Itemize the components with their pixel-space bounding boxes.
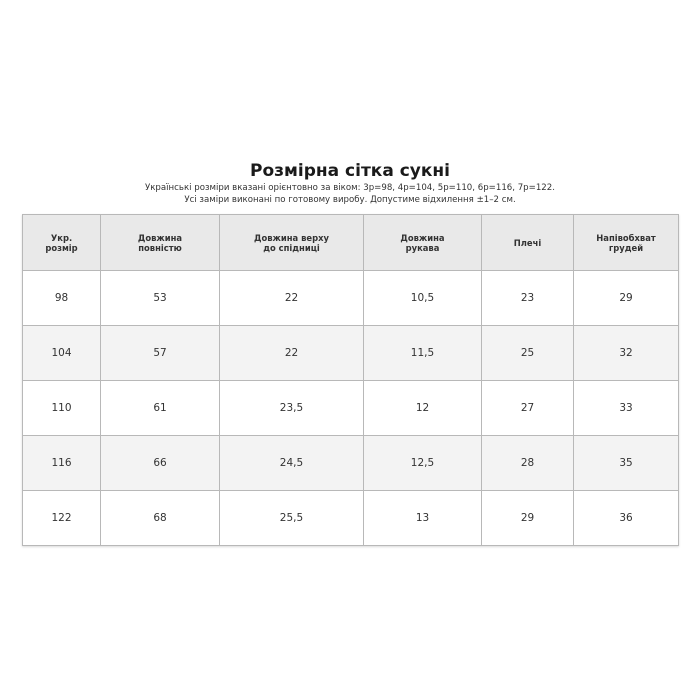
header-text: Укр. (50, 232, 73, 243)
table-cell: 23,5 (220, 381, 364, 436)
table-cell: 53 (101, 271, 220, 326)
table-row (23, 436, 679, 491)
table-cell: 116 (23, 436, 101, 491)
table-row (23, 326, 679, 381)
page-title: Розмірна сітка сукні (250, 161, 450, 181)
table-cell: 28 (482, 436, 574, 491)
table-cell: 35 (574, 436, 679, 491)
table-cell: 12,5 (364, 436, 482, 491)
table-row (23, 491, 679, 546)
table-cell: 22 (220, 271, 364, 326)
table-cell: 29 (482, 491, 574, 546)
table-cell: 104 (23, 326, 101, 381)
table-cell: 122 (23, 491, 101, 546)
header-total-length (101, 215, 220, 271)
header-text: Плечі (513, 237, 542, 248)
table-cell: 110 (23, 381, 101, 436)
table-cell: 11,5 (364, 326, 482, 381)
table-cell: 66 (101, 436, 220, 491)
header-text: Довжина (137, 232, 183, 243)
table-cell: 23 (482, 271, 574, 326)
table-cell: 32 (574, 326, 679, 381)
header-text: до спідниці (263, 242, 320, 253)
table-cell: 24,5 (220, 436, 364, 491)
table-cell: 22 (220, 326, 364, 381)
header-sleeve-length (364, 215, 482, 271)
header-text: Напівобхват (596, 232, 656, 243)
table-cell: 29 (574, 271, 679, 326)
table-cell: 27 (482, 381, 574, 436)
table-row (23, 381, 679, 436)
table-cell: 61 (101, 381, 220, 436)
table-cell: 13 (364, 491, 482, 546)
header-text: рукава (405, 242, 440, 253)
subtitle-line-1: Українські розміри вказані орієнтовно за віком: 3р=98, 4р=104, 5р=110, 6р=116, 7р=122. (145, 183, 555, 193)
header-text: грудей (608, 242, 644, 253)
table-row (23, 271, 679, 326)
subtitle-line-2: Усі заміри виконані по готовому виробу. Допустиме відхилення ±1–2 см. (184, 195, 516, 205)
header-text: Довжина (400, 232, 445, 243)
table-cell: 25,5 (220, 491, 364, 546)
header-text: повністю (138, 242, 182, 253)
header-top-length (220, 215, 364, 271)
header-ukr-size (23, 215, 101, 271)
header-shoulders (482, 215, 574, 271)
table-cell: 12 (364, 381, 482, 436)
table-cell: 25 (482, 326, 574, 381)
table-cell: 98 (23, 271, 101, 326)
table-header-row (23, 215, 679, 271)
table-cell: 57 (101, 326, 220, 381)
size-table (22, 214, 679, 546)
header-text: Довжина верху (254, 232, 329, 243)
table-cell: 33 (574, 381, 679, 436)
table-cell: 10,5 (364, 271, 482, 326)
table-cell: 68 (101, 491, 220, 546)
table-cell: 36 (574, 491, 679, 546)
header-text: розмір (45, 242, 78, 253)
header-half-chest (574, 215, 679, 271)
